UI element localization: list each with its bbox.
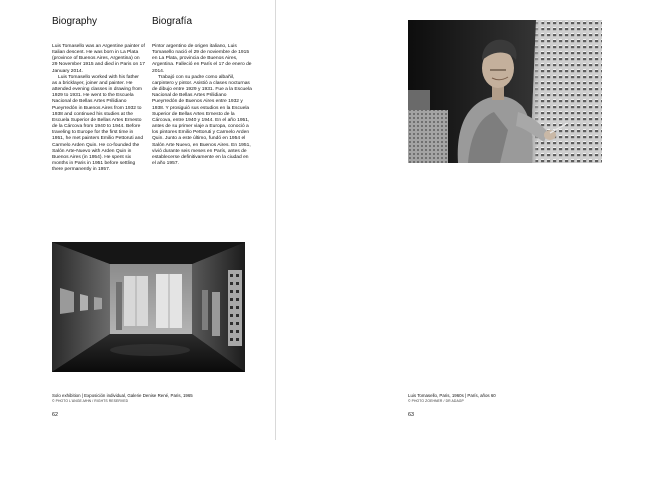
heading-spanish: Biografía [152,16,193,27]
page-number-right: 63 [408,412,414,418]
portrait-caption-text: Luis Tomasello, Paris, 1960s | París, años 60 [408,393,496,398]
exhibition-photo-credit: © PHOTO L'ANGE-MHN / RIGHTS RESERVED [52,398,129,403]
heading-english: Biography [52,16,98,27]
bio-es-paragraph-1: Pintor argentino de origen italiano, Luis Tomasello nació el 29 de noviembre de 1915 en La Plata, provincia de Buenos Aires, Argentina. Falleció en París el 17 de enero de 2014. [152,44,252,74]
page-number-left: 62 [52,412,58,418]
portrait-caption [408,393,496,404]
portrait-photo-credit: © PHOTO ZOEHNER / DR ADAGP [408,398,464,403]
biography-english [52,44,145,173]
exhibition-caption-text: Solo exhibition | Exposición individual, Galerie Denise René, Paris, 1965 [52,393,193,398]
portrait-photo [408,20,602,163]
bio-en-paragraph-1: Luis Tomasello was an Argentine painter of Italian descent. He was born in La Plata (province of Buenos Aires, Argentina) on 29 November 1915 and died in Paris on 17 January 2014. [52,44,145,74]
bio-es-paragraph-2: Trabajó con su padre como albañil, carpintero y pintor. Asistió a clases nocturnas de dibujo entre 1929 y 1931. Fue a la Escuela Nacional de Bellas Artes Prilidiano Pueyrredón de Buenos Aires entre 1932 y 1938. Y prosiguió sus estudios en la Escuela Superior de Bellas Artes Ernesto de la Cárcova, entre 1940 y 1944. En el año 1951, antes de su primer viaje a Europa, conoció a los pintores Emilio Pettoruti y Carmelo Arden Quin. Junto a este último, fundó en 1954 el Salón Arte Nuevo, en Buenos Aires. En 1951, vivió durante seis meses en París, antes de establecerse definitivamente en la ciudad en el año 1957. [152,74,252,166]
page-gutter [275,0,276,440]
exhibition-photo [52,242,245,372]
biography-spanish [152,44,252,167]
bio-en-paragraph-2: Luis Tomasello worked with his father as a bricklayer, joiner and painter. He attended evening classes in drawing from 1929 to 1931. He went to the Escuela Nacional de Bellas Artes Prilidiano Pueyrredón in Buenos Aires from 1932 to 1938 and continued his studies at the Escuela Superior de Bellas Artes Ernesto de la Cárcova from 1940 to 1944. Before traveling to Europe for the first time in 1951, he met painters Emilio Pettoruti and Carmelo Arden Quin. He co-founded the Salón Arte-Nuevo with Arden Quin in Buenos Aires (in 1954). He spent six months in Paris in 1951 before settling there permanently in 1957. [52,74,144,173]
exhibition-caption [52,393,193,404]
